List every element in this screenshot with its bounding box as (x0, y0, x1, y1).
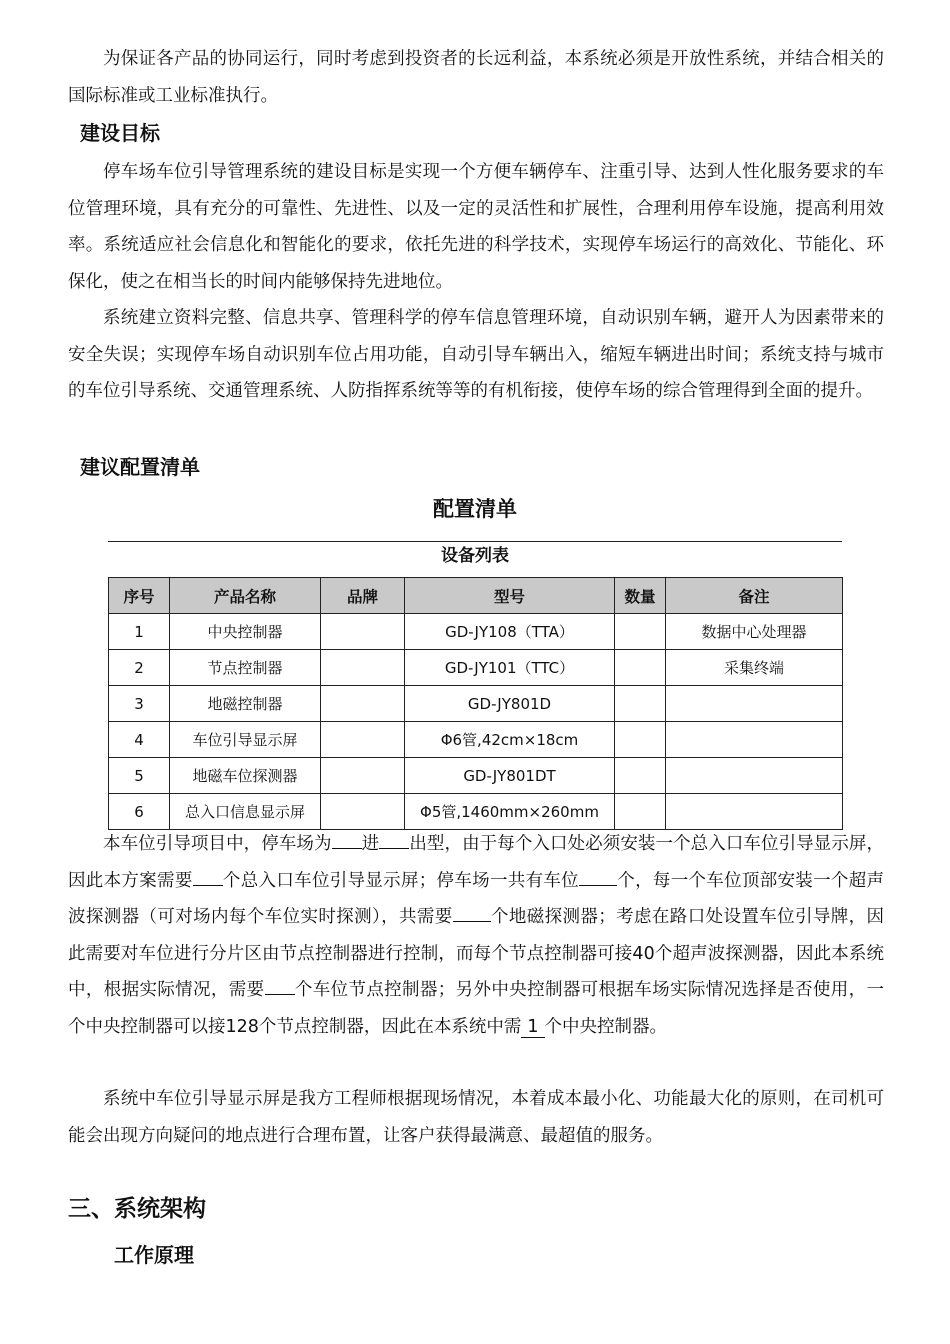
cell-product: 车位引导显示屏 (170, 722, 321, 758)
intro-paragraph: 为保证各产品的协同运行，同时考虑到投资者的长远利益，本系统必须是开放性系统，并结合相关的国际标准或工业标准执行。 (68, 49, 884, 106)
col-header-index: 序号 (109, 578, 170, 614)
table-header-row (109, 578, 843, 614)
cell-remark (666, 758, 843, 794)
col-header-quantity: 数量 (615, 578, 666, 614)
cell-remark: 数据中心处理器 (666, 614, 843, 650)
cell-product: 节点控制器 (170, 650, 321, 686)
table-row (109, 614, 843, 650)
explanation-text: 个，每一个车位顶部安装一个超声波探测器（可对场内每个车位实时探测），共需要 (68, 870, 885, 927)
cell-quantity (615, 650, 666, 686)
node-controller-count-blank (265, 994, 295, 995)
goal-paragraph-1: 停车场车位引导管理系统的建设目标是实现一个方便车辆停车、注重引导、达到人性化服务要求的车位管理环境，具有充分的可靠性、先进性、以及一定的灵活性和扩展性，合理利用停车设施，提高利用效率。系统适应社会信息化和智能化的要求，依托先进的科学技术，实现停车场运行的高效化、节能化、环保化，使之在相当长的时间内能够保持先进地位。 (68, 162, 884, 292)
cell-product: 地磁控制器 (170, 686, 321, 722)
cell-model: GD-JY108（TTA） (405, 614, 615, 650)
explanation-text: 个地磁探测器；考虑在路口处设置车位引导牌，因此需要对车位进行分片区由节点控制器进行控制，而每个节点控制器可接40个超声波探测器，因此本系统中，根据实际情况，需要 (68, 907, 884, 1000)
cell-index: 1 (109, 614, 170, 650)
cell-remark (666, 722, 843, 758)
cell-model: GD-JY101（TTC） (405, 650, 615, 686)
table-row (109, 794, 843, 830)
cell-index: 2 (109, 650, 170, 686)
cell-model: GD-JY801DT (405, 758, 615, 794)
explanation-paragraph-1 (68, 826, 884, 1045)
cell-model: GD-JY801D (405, 686, 615, 722)
entrance-display-count-blank (193, 885, 223, 886)
cell-remark (666, 686, 843, 722)
cell-quantity (615, 686, 666, 722)
col-header-remark: 备注 (666, 578, 843, 614)
cell-brand (321, 758, 405, 794)
cell-quantity (615, 794, 666, 830)
table-row (109, 758, 843, 794)
table-row (109, 650, 843, 686)
cell-quantity (615, 722, 666, 758)
working-principle-heading: 工作原理 (114, 1243, 194, 1267)
cell-product: 地磁车位探测器 (170, 758, 321, 794)
table-title: 配置清单 (433, 497, 517, 521)
cell-quantity (615, 758, 666, 794)
config-heading: 建议配置清单 (80, 455, 200, 479)
explanation-paragraph-2: 系统中车位引导显示屏是我方工程师根据现场情况，本着成本最小化、功能最大化的原则，在司机可能会出现方向疑问的地点进行合理布置，让客户获得最满意、最超值的服务。 (68, 1089, 884, 1146)
table-top-rule (108, 541, 842, 542)
cell-brand (321, 650, 405, 686)
cell-index: 4 (109, 722, 170, 758)
cell-index: 3 (109, 686, 170, 722)
explanation-text: 进 (361, 834, 380, 854)
explanation-text: 出型，由于每个入口处必须安装一个总入口车位引导显示屏，因此本方案需要 (68, 834, 885, 891)
space-count-blank (579, 885, 617, 886)
cell-index: 5 (109, 758, 170, 794)
explanation-text: 个中央控制器。 (544, 1016, 668, 1037)
col-header-brand: 品牌 (321, 578, 405, 614)
config-table (108, 577, 843, 830)
cell-remark: 采集终端 (666, 650, 843, 686)
goal-paragraph-2: 系统建立资料完整、信息共享、管理科学的停车信息管理环境，自动识别车辆，避开人为因素带来的安全失误；实现停车场自动识别车位占用功能，自动引导车辆出入，缩短车辆进出时间；系统支持与城市的车位引导系统、交通管理系统、人防指挥系统等等的有机衔接，使停车场的综合管理得到全面的提升。 (68, 308, 884, 401)
exit-count-blank (379, 848, 409, 849)
cell-model: Φ6管,42cm×18cm (405, 722, 615, 758)
explanation-text: 本车位引导项目中，停车场为 (103, 834, 332, 854)
detector-count-blank (453, 921, 491, 922)
cell-quantity (615, 614, 666, 650)
cell-remark (666, 794, 843, 830)
cell-index: 6 (109, 794, 170, 830)
explanation-text: 个总入口车位引导显示屏；停车场一共有车位 (222, 870, 579, 891)
col-header-product: 产品名称 (170, 578, 321, 614)
cell-brand (321, 614, 405, 650)
cell-brand (321, 686, 405, 722)
cell-brand (321, 722, 405, 758)
col-header-model: 型号 (405, 578, 615, 614)
architecture-heading: 三、系统架构 (68, 1196, 206, 1222)
table-row (109, 722, 843, 758)
central-controller-count: 1 (521, 1017, 544, 1038)
table-caption: 设备列表 (441, 546, 509, 566)
explanation-text: 个车位节点控制器；另外中央控制器可根据车场实际情况选择是否使用，一个中央控制器可以接128个节点控制器，因此在本系统中需 (68, 980, 884, 1037)
cell-product: 总入口信息显示屏 (170, 794, 321, 830)
table-row (109, 686, 843, 722)
entrance-count-blank (332, 848, 362, 849)
goal-heading: 建设目标 (80, 121, 160, 145)
cell-brand (321, 794, 405, 830)
cell-model: Φ5管,1460mm×260mm (405, 794, 615, 830)
cell-product: 中央控制器 (170, 614, 321, 650)
